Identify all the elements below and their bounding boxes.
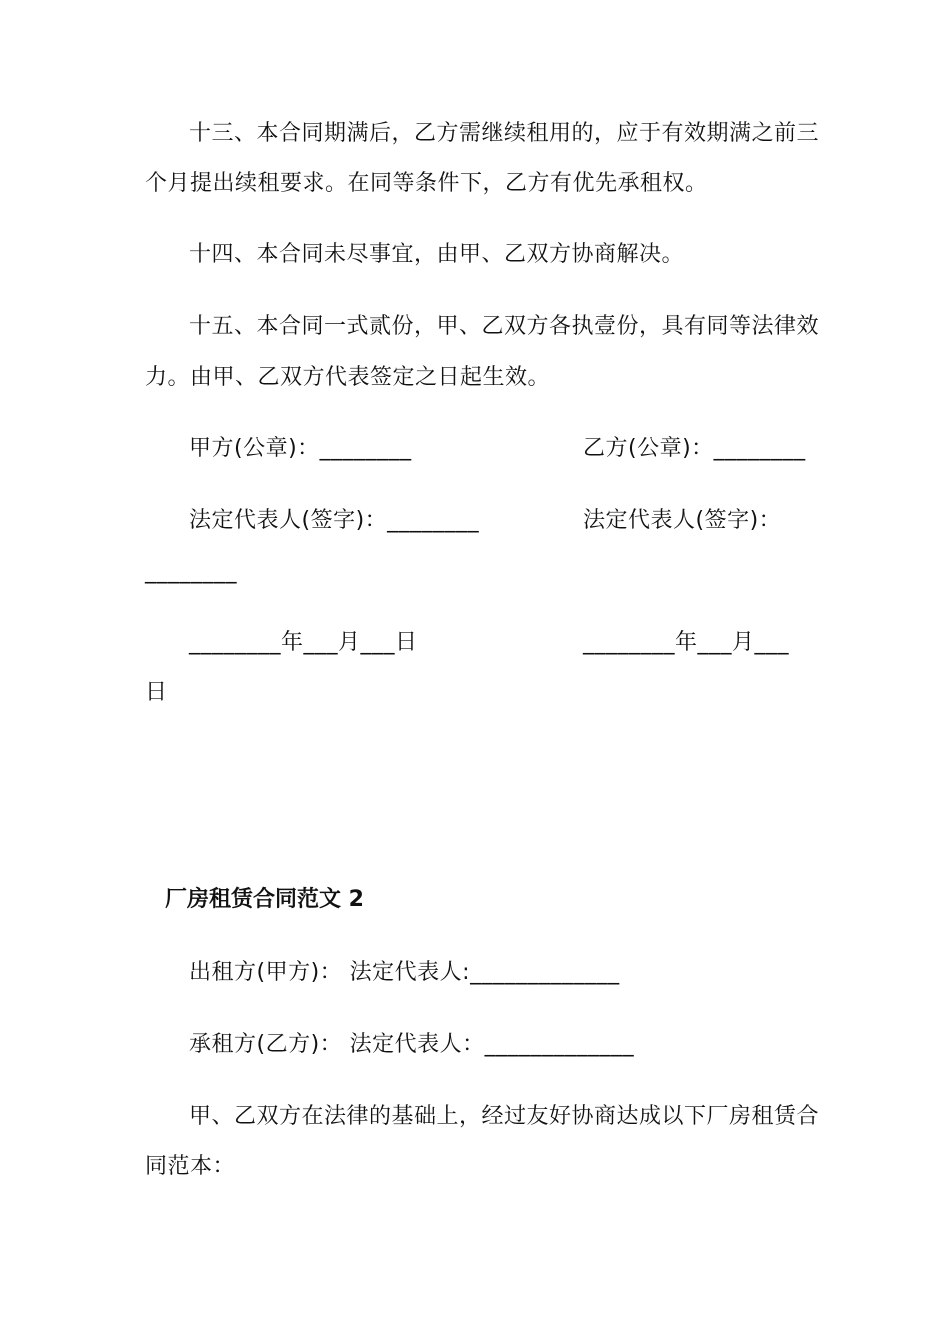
party-b-rep-line: 法定代表人(签字)： xyxy=(583,508,782,533)
lessor-line: 出租方(甲方)： 法定代表人:_____________ xyxy=(189,960,620,985)
party-a-rep-line: 法定代表人(签字)：________ xyxy=(189,508,480,533)
intro-line-2: 同范本： xyxy=(145,1154,236,1179)
party-b-seal-line: 乙方(公章)：________ xyxy=(583,436,806,461)
party-b-date-day: 日 xyxy=(145,680,168,705)
party-b-rep-blank: ________ xyxy=(145,559,237,584)
party-a-date-line: ________年___月___日 xyxy=(189,630,418,655)
clause-15-line-2: 力。由甲、乙双方代表签定之日起生效。 xyxy=(145,365,551,390)
clause-14-line-1: 十四、本合同未尽事宜，由甲、乙双方协商解决。 xyxy=(189,242,685,267)
section-2-title: 厂房租赁合同范文 2 xyxy=(165,887,364,912)
party-a-seal-line: 甲方(公章)：________ xyxy=(189,436,412,461)
clause-13-line-2: 个月提出续租要求。在同等条件下，乙方有优先承租权。 xyxy=(145,171,708,196)
lessee-line: 承租方(乙方)： 法定代表人：_____________ xyxy=(189,1032,635,1057)
clause-15-line-1: 十五、本合同一式贰份，甲、乙双方各执壹份，具有同等法律效 xyxy=(189,314,820,339)
party-b-date-line: ________年___月___ xyxy=(583,630,790,655)
intro-line-1: 甲、乙双方在法律的基础上，经过友好协商达成以下厂房租赁合 xyxy=(189,1104,820,1129)
clause-13-line-1: 十三、本合同期满后，乙方需继续租用的，应于有效期满之前三 xyxy=(189,121,820,146)
